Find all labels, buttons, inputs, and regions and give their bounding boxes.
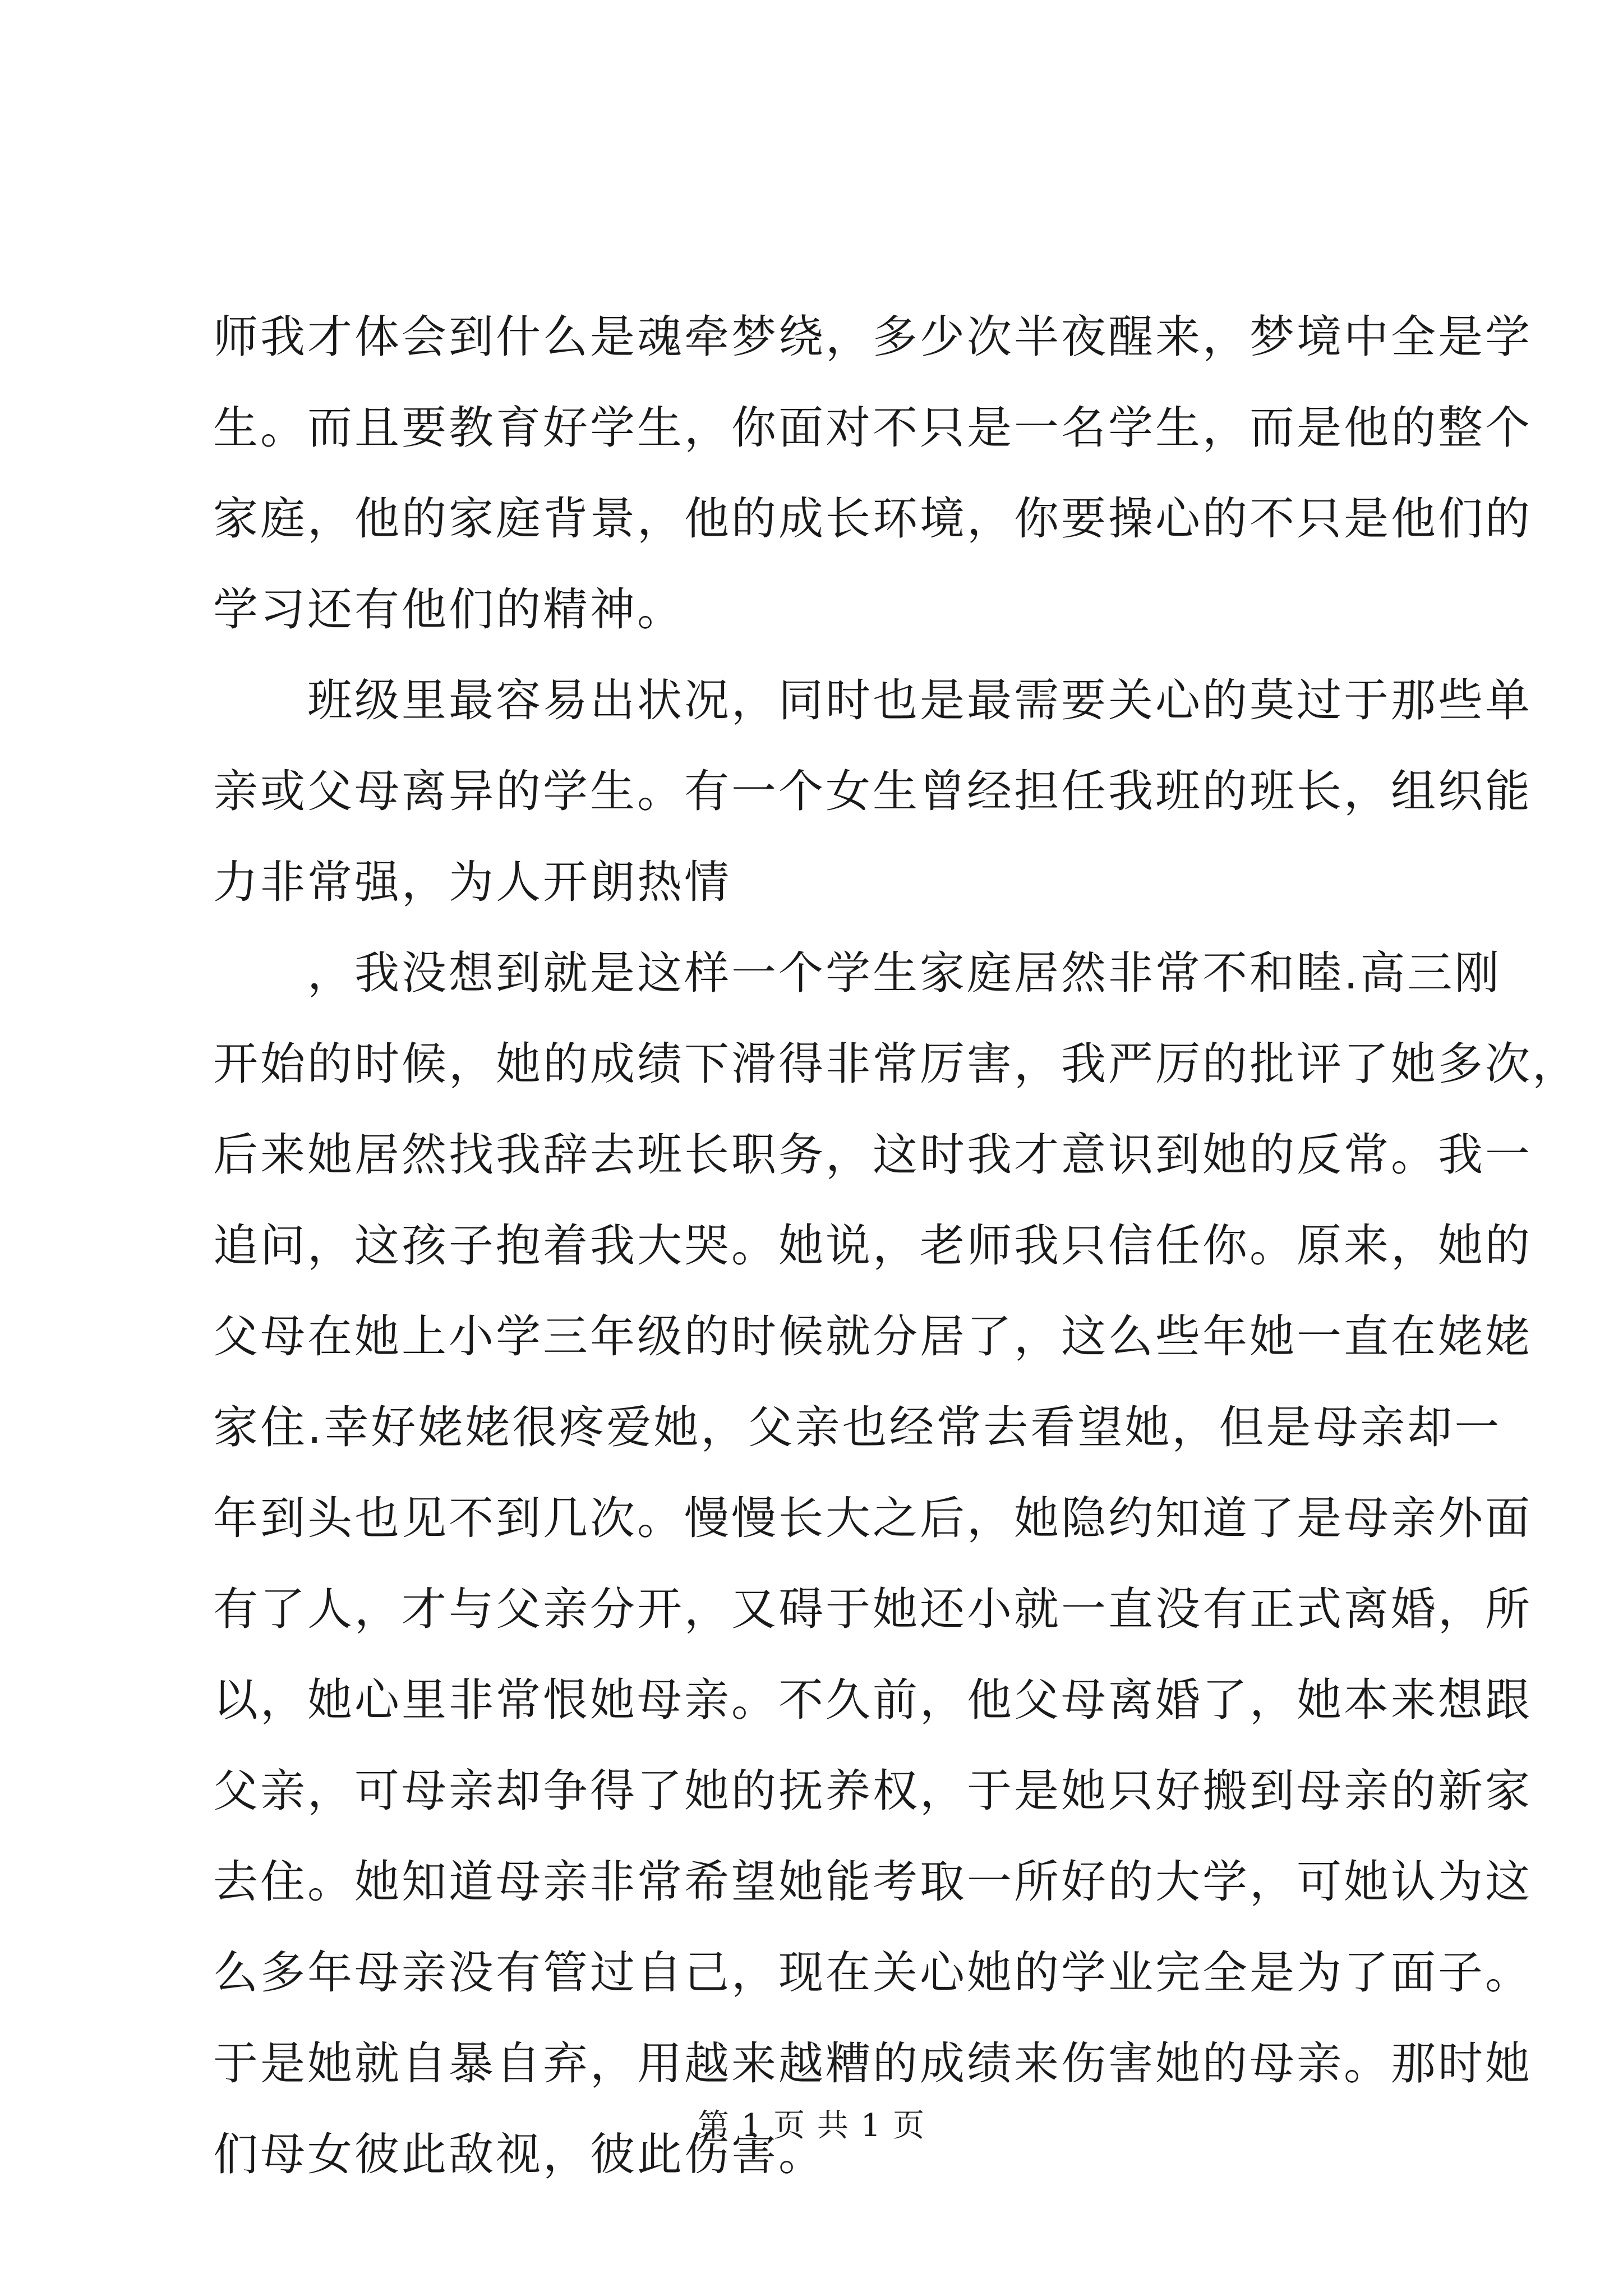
text-line: 么多年母亲没有管过自己，现在关心她的学业完全是为了面子。 [213,1947,1532,1999]
text-line: 追问，这孩子抱着我大哭。她说，老师我只信任你。原来，她的 [213,1220,1532,1272]
text-line: 们母女彼此敌视，彼此伤害。 [213,2128,826,2180]
text-line: ，我没想到就是这样一个学生家庭居然非常不和睦.高三刚 [213,947,1502,999]
text-line: 家住.幸好姥姥很疼爱她，父亲也经常去看望她，但是母亲却一 [213,1401,1502,1453]
text-line: 父亲，可母亲却争得了她的抚养权，于是她只好搬到母亲的新家 [213,1765,1532,1817]
text-line: 学习还有他们的精神。 [213,583,684,636]
text-line: 家庭，他的家庭背景，他的成长环境，你要操心的不只是他们的 [213,493,1532,545]
text-line: 于是她就自暴自弃，用越来越糟的成绩来伤害她的母亲。那时她 [213,2037,1532,2090]
text-line: 开始的时候，她的成绩下滑得非常厉害，我严厉的批评了她多次， [213,1038,1579,1090]
text-line: 有了人，才与父亲分开，又碍于她还小就一直没有正式离婚，所 [213,1583,1532,1635]
body-text [213,292,1579,2200]
text-line: 年到头也见不到几次。慢慢长大之后，她隐约知道了是母亲外面 [213,1492,1532,1544]
text-line: 班级里最容易出状况，同时也是最需要关心的莫过于那些单 [213,674,1532,726]
text-line: 以，她心里非常恨她母亲。不久前，他父母离婚了，她本来想跟 [213,1674,1532,1726]
text-line: 父母在她上小学三年级的时候就分居了，这么些年她一直在姥姥 [213,1310,1532,1363]
text-line: 师我才体会到什么是魂牵梦绕，多少次半夜醒来，梦境中全是学 [213,311,1532,363]
text-line: 生。而且要教育好学生，你面对不只是一名学生，而是他的整个 [213,402,1532,454]
page-number-footer: 第 1 页 共 1 页 [697,2108,926,2144]
text-line: 亲或父母离异的学生。有一个女生曾经担任我班的班长，组织能 [213,765,1532,817]
text-line: 后来她居然找我辞去班长职务，这时我才意识到她的反常。我一 [213,1129,1532,1181]
text-line: 力非常强，为人开朗热情 [213,856,731,908]
text-line: 去住。她知道母亲非常希望她能考取一所好的大学，可她认为这 [213,1856,1532,1908]
